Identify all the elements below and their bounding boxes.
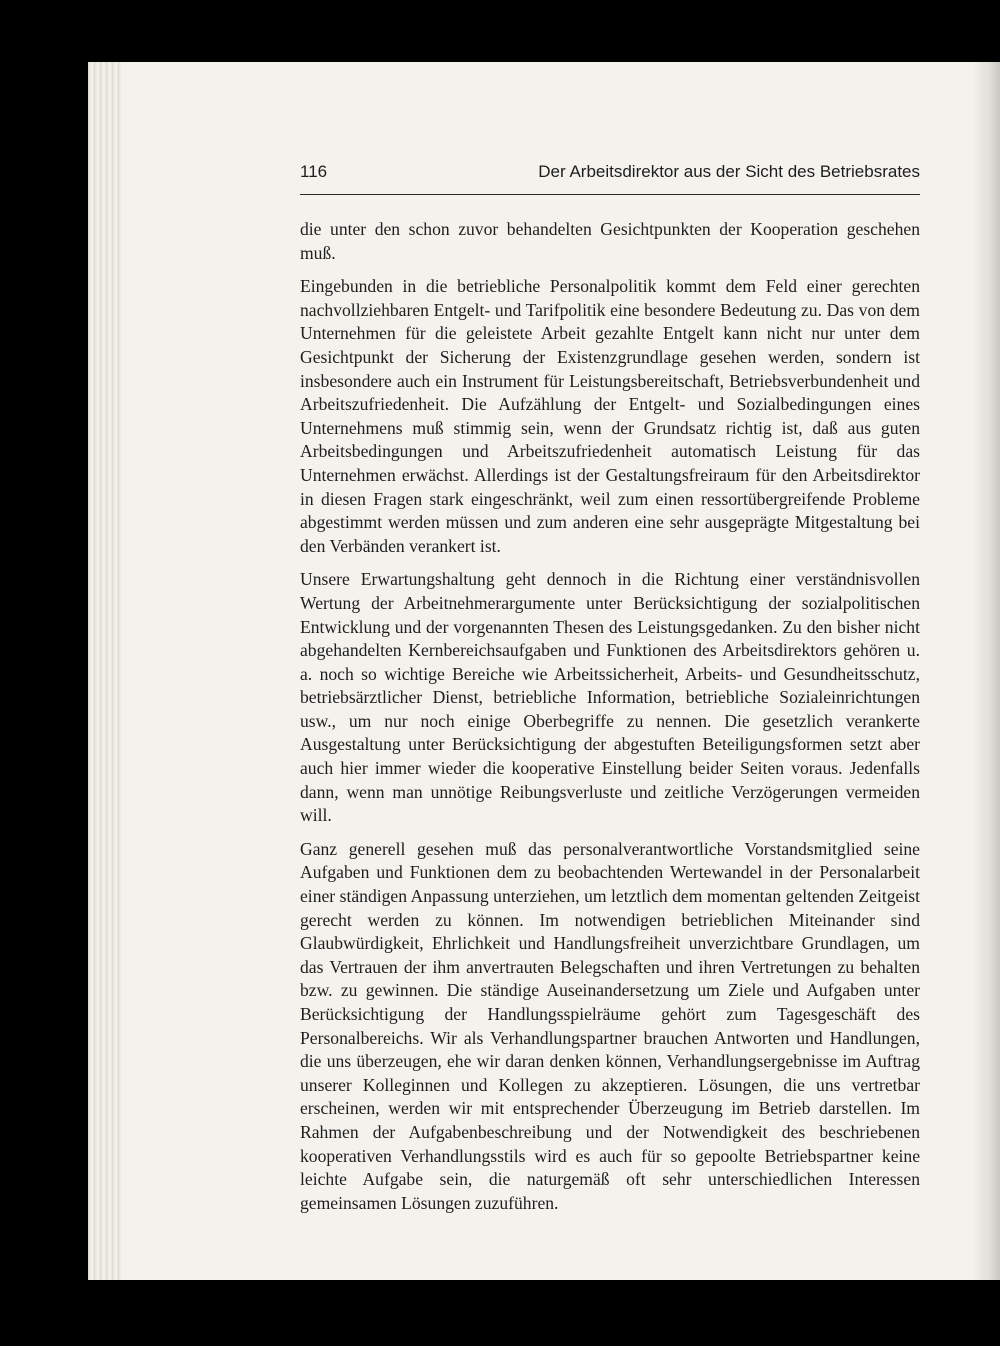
page-stack-edge (88, 62, 122, 1280)
paragraph-2: Eingebunden in die betriebliche Personalpolitik kommt dem Feld einer gerechten nachvollziehbaren Entgelt- und Tarifpolitik eine besondere Bedeutung zu. Das von dem Unternehmen für die geleistete Arbeit gezahlte Entgelt kann nicht nur unter dem Gesichtpunkt der Sicherung der Existenzgrundlage gesehen werden, sondern ist insbesondere auch ein Instrument für Leistungsbereitschaft, Betriebsverbundenheit und Arbeitszufriedenheit. Die Aufzählung der Entgelt- und Sozialbedingungen eines Unternehmens muß stimmig sein, wenn der Grundsatz richtig ist, daß aus guten Arbeitsbedingungen und Arbeitszufriedenheit automatisch Leistung für das Unternehmen erwächst. Allerdings ist der Gestaltungsfreiraum für den Arbeitsdirektor in diesen Fragen stark eingeschränkt, weil zum einen ressortübergreifende Probleme abgestimmt werden müssen und zum anderen eine sehr ausgeprägte Mitgestaltung bei den Verbänden verankert ist. (300, 276, 920, 556)
paragraph-3: Unsere Erwartungshaltung geht dennoch in die Richtung einer verständnisvollen Wertung der Arbeitnehmerargumente unter Berücksichtigung der sozialpolitischen Entwicklung und der vorgenannten Thesen des Leistungsgedanken. Zu den bisher nicht abgehandelten Kernbereichsaufgaben und Funktionen des Arbeitsdirektors gehören u. a. noch so wichtige Bereiche wie Arbeitssicherheit, Arbeits- und Gesundheitsschutz, betriebsärztlicher Dienst, betriebliche Information, betriebliche Sozialeinrichtungen usw., um nur noch einige Oberbegriffe zu nennen. Die gesetzlich verankerte Ausgestaltung unter Berücksichtigung der abgestuften Beteiligungsformen setzt aber auch hier immer wieder die kooperative Einstellung beider Seiten voraus. Jedenfalls dann, wenn man unnötige Reibungsverluste und zeitliche Verzögerungen vermeiden will. (300, 569, 920, 826)
running-title: Der Arbeitsdirektor aus der Sicht des Betriebsrates (538, 162, 920, 181)
paragraph-4: Ganz generell gesehen muß das personalverantwortliche Vorstandsmitglied seine Aufgaben und Funktionen dem zu beobachtenden Wertewandel in der Personalarbeit einer ständigen Anpassung unterziehen, um letztlich dem momentan geltenden Zeitgeist gerecht werden zu können. Im notwendigen betrieblichen Miteinander sind Glaubwürdigkeit, Ehrlichkeit und Handlungsfreiheit unverzichtbare Grundlagen, um das Vertrauen der ihm anvertrauten Belegschaften und ihren Vertretungen zu behalten bzw. zu gewinnen. Die ständige Auseinandersetzung um Ziele und Aufgaben unter Berücksichtigung der Handlungsspielräume gehört zum Tagesgeschäft des Personalbereichs. Wir als Verhandlungspartner brauchen Antworten und Handlungen, die uns überzeugen, ehe wir daran denken können, Verhandlungsergebnisse im Auftrag unserer Kolleginnen und Kollegen zu akzeptieren. Lösungen, die uns vertretbar erscheinen, werden wir mit entsprechender Überzeugung im Betrieb darstellen. Im Rahmen der Aufgabenbeschreibung und der Notwendigkeit des beschriebenen kooperativen Verhandlungsstils wird es auch für so gepoolte Betriebspartner keine leichte Aufgabe sein, die naturgemäß oft sehr unterschiedlichen Interessen gemeinsamen Lösungen zuzuführen. (300, 838, 920, 1213)
running-header (300, 160, 920, 195)
page-gutter-shadow (972, 62, 1000, 1280)
paragraph-1: die unter den schon zuvor behandelten Gesichtpunkten der Kooperation geschehen muß. (300, 219, 920, 263)
body-text (300, 218, 920, 1225)
page-number: 116 (300, 162, 328, 181)
